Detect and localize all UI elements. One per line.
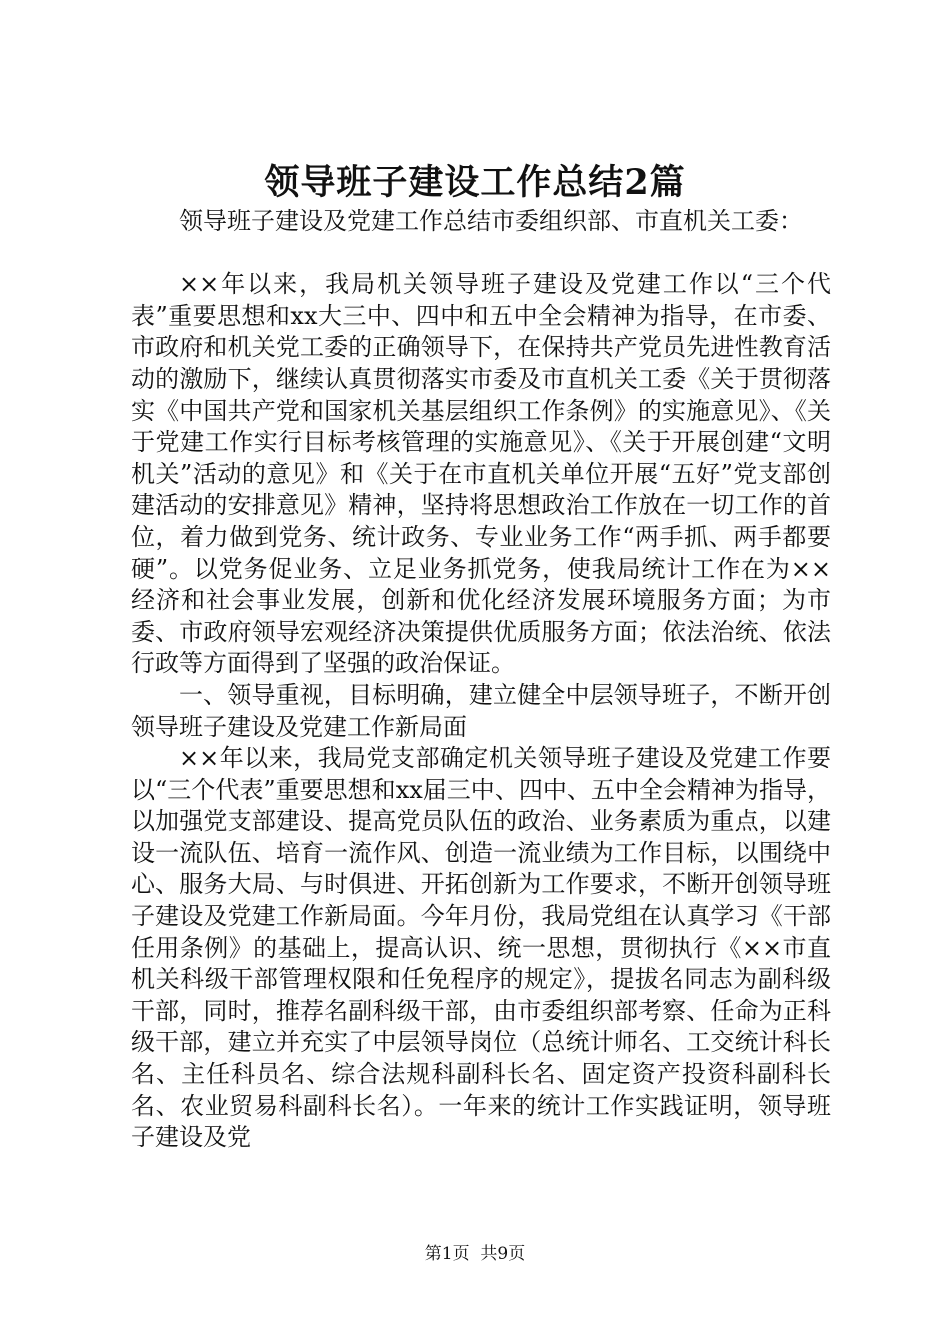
body-paragraph: ××年以来，我局机关领导班子建设及党建工作以“三个代表”重要思想和xx大三中、四中和五中全会精神为指导，在市委、市政府和机关党工委的正确领导下，在保持共产党员先进性教育活动的激励下，继续认真贯彻落实市委及市直机关工委《关于贯彻落实《中国共产党和国家机关基层组织工作条例》的实施意见》、《关于党建工作实行目标考核管理的实施意见》、《关于开展创建“文明机关”活动的意见》和《关于在市直机关单位开展“五好”党支部创建活动的安排意见》精神，坚持将思想政治工作放在一切工作的首位，着力做到党务、统计政务、专业业务工作“两手抓、两手都要硬”。以党务促业务、立足业务抓党务，使我局统计工作在为××经济和社会事业发展，创新和优化经济发展环境服务方面；为市委、市政府领导宏观经济决策提供优质服务方面；依法治统、依法行政等方面得到了坚强的政治保证。 (131, 270, 831, 678)
section-heading-paragraph: 一、领导重视，目标明确，建立健全中层领导班子，不断开创领导班子建设及党建工作新局面 (131, 680, 831, 741)
page-number: 第1页 共9页 (424, 1244, 526, 1264)
page-footer (0, 1242, 950, 1266)
document-body (131, 206, 831, 1154)
salutation-paragraph: 领导班子建设及党建工作总结市委组织部、市直机关工委： (179, 207, 803, 235)
document-title: 领导班子建设工作总结2篇 (264, 162, 686, 203)
body-paragraph: ××年以来，我局党支部确定机关领导班子建设及党建工作要以“三个代表”重要思想和xx届三中、四中、五中全会精神为指导，以加强党支部建设、提高党员队伍的政治、业务素质为重点，以建设一流队伍、培育一流作风、创造一流业绩为工作目标，以围绕中心、服务大局、与时俱进、开拓创新为工作要求，不断开创领导班子建设及党建工作新局面。今年月份，我局党组在认真学习《干部任用条例》的基础上，提高认识、统一思想，贯彻执行《××市直机关科级干部管理权限和任免程序的规定》，提拔名同志为副科级干部，同时，推荐名副科级干部，由市委组织部考察、任命为正科级干部，建立并充实了中层领导岗位（总统计师名、工交统计科长名、主任科员名、综合法规科副科长名、固定资产投资科副科长名、农业贸易科副科长名）。一年来的统计工作实践证明，领导班子建设及党 (131, 744, 831, 1152)
